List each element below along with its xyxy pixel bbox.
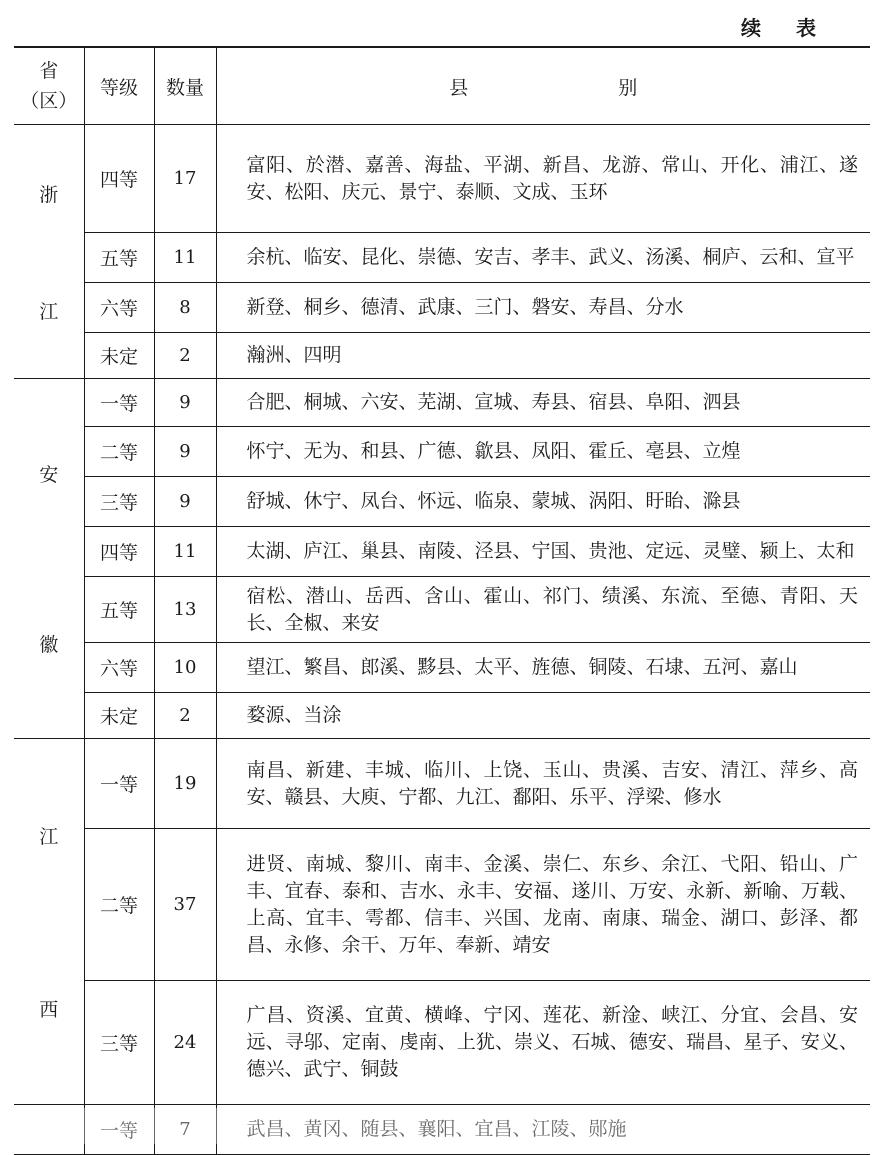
count-cell: 2: [154, 333, 216, 379]
grade-cell: 未定: [84, 693, 154, 739]
province-cell: [14, 125, 84, 379]
header-province-line2: （区）: [20, 90, 78, 112]
count-cell: 9: [154, 427, 216, 477]
count-cell: 13: [154, 577, 216, 643]
count-cell: 7: [154, 1105, 216, 1155]
count-cell: 9: [154, 379, 216, 427]
grade-cell: 一等: [84, 379, 154, 427]
counties-cell: 婺源、当涂: [216, 693, 870, 739]
grade-cell: 一等: [84, 1105, 154, 1155]
continued-table-label: 续 表: [741, 16, 830, 40]
counties-cell: 武昌、黄冈、随县、襄阳、宜昌、江陵、郧施: [216, 1105, 870, 1155]
count-cell: 8: [154, 283, 216, 333]
table-body: [14, 125, 870, 1155]
table-row: [14, 379, 870, 427]
grade-cell: 四等: [84, 125, 154, 233]
counties-cell: 余杭、临安、昆化、崇德、安吉、孝丰、武义、汤溪、桐庐、云和、宣平: [216, 233, 870, 283]
province-cell: [14, 379, 84, 739]
count-cell: 10: [154, 643, 216, 693]
header-count: 数量: [154, 47, 216, 125]
table-row: [14, 233, 870, 283]
table-row: [14, 981, 870, 1105]
counties-cell: 南昌、新建、丰城、临川、上饶、玉山、贵溪、吉安、清江、萍乡、高安、赣县、大庾、宁都、九江、鄱阳、乐平、浮梁、修水: [216, 739, 870, 829]
page-cutoff-fade: [0, 1108, 892, 1144]
grade-cell: 六等: [84, 283, 154, 333]
province-char: 浙: [39, 183, 59, 206]
counties-cell: 合肥、桐城、六安、芜湖、宣城、寿县、宿县、阜阳、泗县: [216, 379, 870, 427]
table-header-row: [14, 47, 870, 125]
grade-cell: 三等: [84, 477, 154, 527]
count-cell: 11: [154, 527, 216, 577]
table-row: [14, 527, 870, 577]
count-cell: 17: [154, 125, 216, 233]
count-cell: 9: [154, 477, 216, 527]
counties-cell: 望江、繁昌、郎溪、黟县、太平、旌德、铜陵、石埭、五河、嘉山: [216, 643, 870, 693]
count-cell: 24: [154, 981, 216, 1105]
header-counties-char1: 县: [449, 76, 469, 99]
grade-cell: 四等: [84, 527, 154, 577]
header-province: [14, 47, 84, 125]
county-grade-table: [14, 46, 870, 1155]
table-row: [14, 693, 870, 739]
grade-cell: 五等: [84, 577, 154, 643]
table-row: [14, 427, 870, 477]
grade-cell: 二等: [84, 829, 154, 981]
grade-cell: 一等: [84, 739, 154, 829]
counties-cell: 进贤、南城、黎川、南丰、金溪、崇仁、东乡、余江、弋阳、铅山、广丰、宜春、泰和、吉水、永丰、安福、遂川、万安、永新、新喻、万载、上高、宜丰、雩都、信丰、兴国、龙南、南康、瑞金、湖口、彭泽、都昌、永修、余干、万年、奉新、靖安: [216, 829, 870, 981]
province-cell: [14, 739, 84, 1105]
table-row: [14, 283, 870, 333]
province-char: 江: [39, 300, 59, 323]
counties-cell: 瀚洲、四明: [216, 333, 870, 379]
province-char: 西: [39, 998, 59, 1021]
header-province-line1: 省: [39, 60, 59, 82]
table-row: [14, 829, 870, 981]
header-grade: 等级: [84, 47, 154, 125]
header-counties: [216, 47, 870, 125]
grade-cell: 三等: [84, 981, 154, 1105]
table-row: [14, 333, 870, 379]
grade-cell: 五等: [84, 233, 154, 283]
count-cell: 19: [154, 739, 216, 829]
count-cell: 37: [154, 829, 216, 981]
count-cell: 2: [154, 693, 216, 739]
table-row: [14, 577, 870, 643]
count-cell: 11: [154, 233, 216, 283]
counties-cell: 舒城、休宁、凤台、怀远、临泉、蒙城、涡阳、盱眙、滁县: [216, 477, 870, 527]
table-row: [14, 477, 870, 527]
counties-cell: 太湖、庐江、巢县、南陵、泾县、宁国、贵池、定远、灵璧、颍上、太和: [216, 527, 870, 577]
counties-cell: 广昌、资溪、宜黄、横峰、宁冈、莲花、新淦、峡江、分宜、会昌、安远、寻邬、定南、虔南、上犹、崇义、石城、德安、瑞昌、星子、安义、德兴、武宁、铜鼓: [216, 981, 870, 1105]
header-counties-char2: 别: [618, 76, 638, 99]
table-row: [14, 125, 870, 233]
counties-cell: 宿松、潜山、岳西、含山、霍山、祁门、绩溪、东流、至德、青阳、天长、全椒、来安: [216, 577, 870, 643]
table-row: [14, 643, 870, 693]
counties-cell: 怀宁、无为、和县、广德、歙县、凤阳、霍丘、亳县、立煌: [216, 427, 870, 477]
grade-cell: 六等: [84, 643, 154, 693]
province-char: 安: [39, 464, 59, 486]
province-char: 江: [39, 825, 59, 848]
counties-cell: 富阳、於潜、嘉善、海盐、平湖、新昌、龙游、常山、开化、浦江、遂安、松阳、庆元、景宁、泰顺、文成、玉环: [216, 125, 870, 233]
province-char: 徽: [39, 634, 59, 656]
counties-cell: 新登、桐乡、德清、武康、三门、磐安、寿昌、分水: [216, 283, 870, 333]
grade-cell: 未定: [84, 333, 154, 379]
grade-cell: 二等: [84, 427, 154, 477]
table-row: [14, 739, 870, 829]
